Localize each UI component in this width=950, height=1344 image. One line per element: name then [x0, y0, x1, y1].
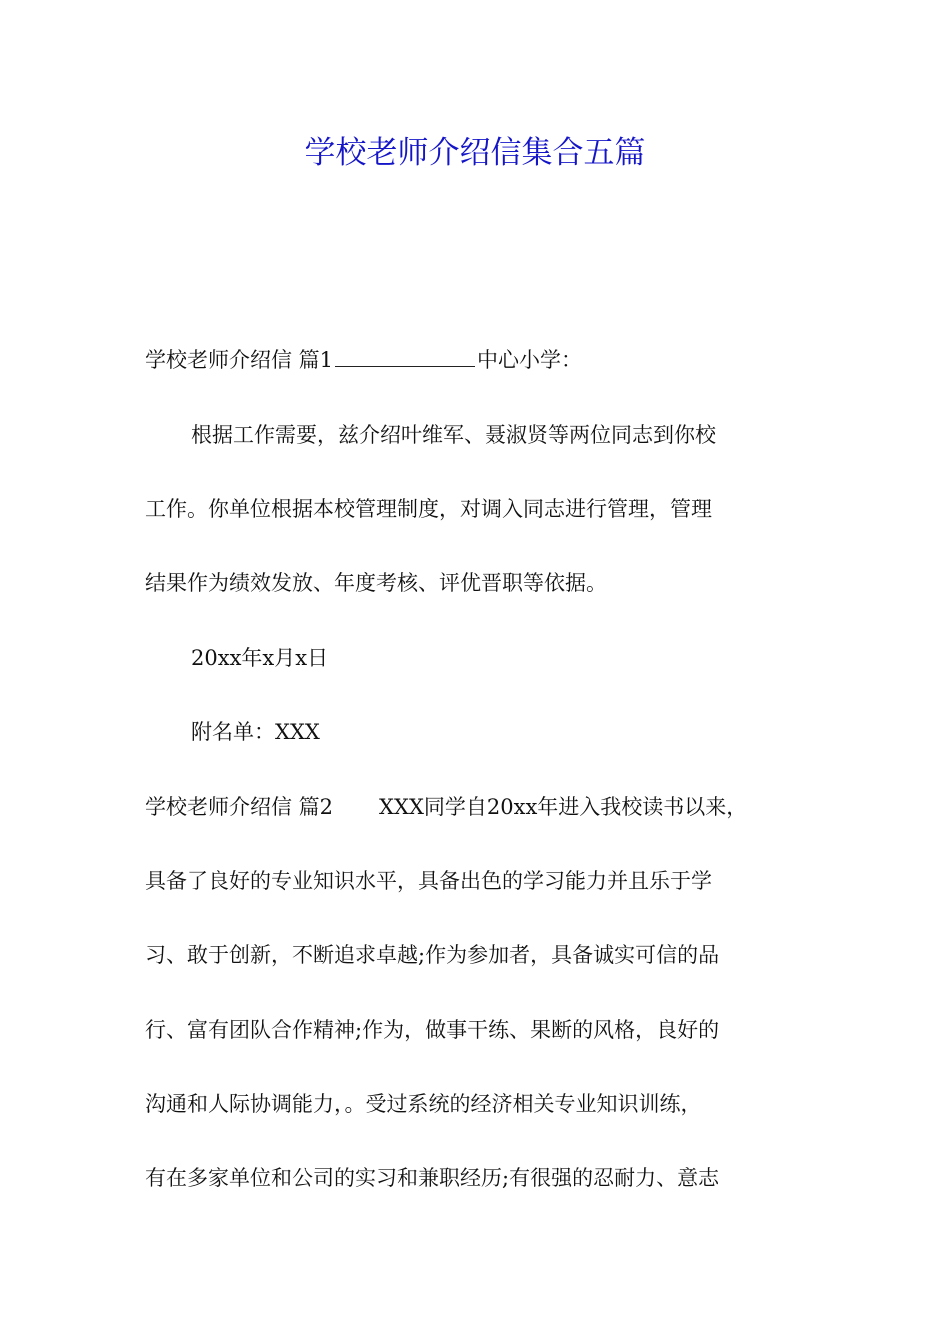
letter1-heading: 学校老师介绍信 篇1: [145, 348, 334, 372]
letter2-body-line-4: 沟通和人际协调能力，。受过系统的经济相关专业知识训练，: [145, 1092, 702, 1116]
letter1-body-line-3: 结果作为绩效发放、年度考核、评优晋职等依据。: [145, 571, 607, 595]
document-title: 学校老师介绍信集合五篇: [304, 135, 646, 171]
letter1-heading-line: [145, 345, 582, 375]
letter2-body-line-5: 有在多家单位和公司的实习和兼职经历;有很强的忍耐力、意志: [145, 1166, 720, 1190]
letter1-date: 20xx年x月x日: [191, 646, 329, 670]
letter2-body-line-3: 行、富有团队合作精神;作为，做事干练、果断的风格，良好的: [145, 1018, 720, 1042]
letter2-first-line: XXX同学自20xx年进入我校读书以来，: [379, 795, 748, 819]
letter2-body-line-1: 具备了良好的专业知识水平，具备出色的学习能力并且乐于学: [145, 869, 712, 893]
letter1-addressee: 中心小学：: [477, 348, 583, 372]
letter1-body-line-1: 根据工作需要，兹介绍叶维军、聂淑贤等两位同志到你校: [191, 423, 716, 447]
letter1-attachment: 附名单：XXX: [191, 720, 320, 744]
letter2-heading-line: [145, 792, 747, 822]
letter2-heading: 学校老师介绍信 篇2: [145, 795, 334, 819]
letter1-body-line-2: 工作。你单位根据本校管理制度，对调入同志进行管理，管理: [145, 497, 712, 521]
letter2-body-line-2: 习、敢于创新，不断追求卓越;作为参加者，具备诚实可信的品: [145, 943, 720, 967]
addressee-blank: [335, 346, 475, 367]
